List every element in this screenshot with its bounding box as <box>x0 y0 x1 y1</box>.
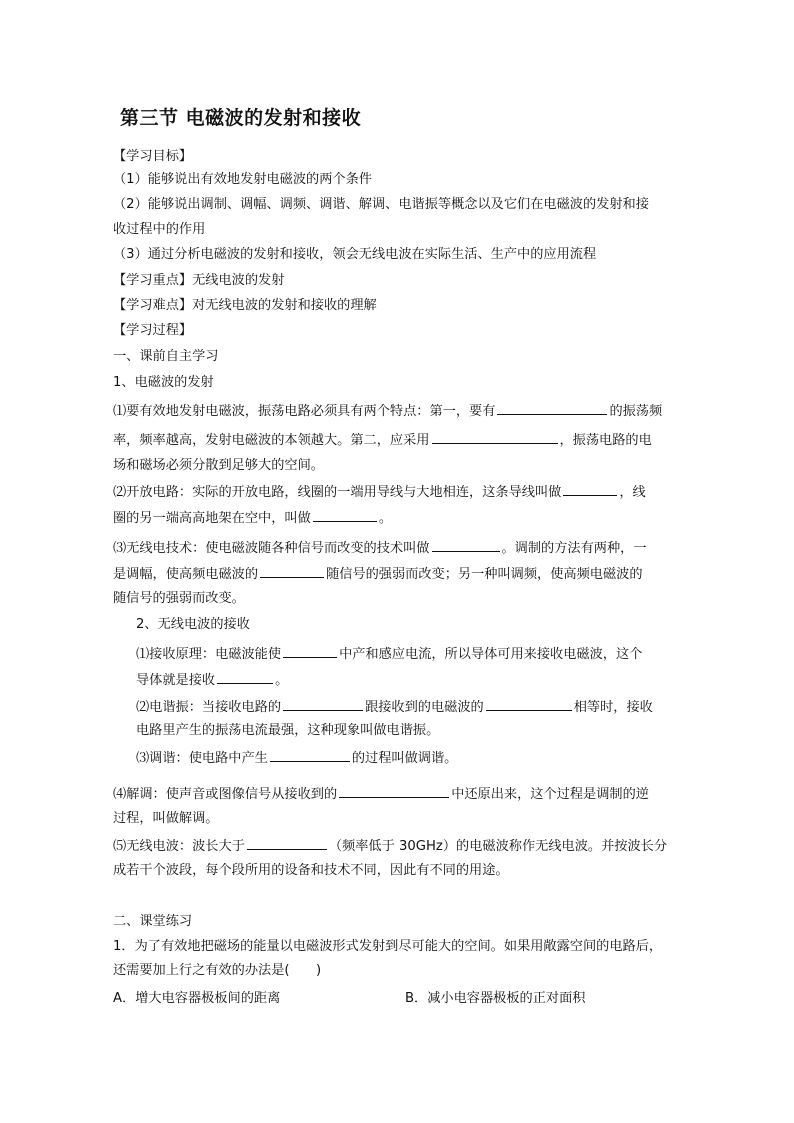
fill-blank[interactable] <box>432 538 500 552</box>
r2-line2: 电路里产生的振荡电流最强，这种现象叫做电谐振。 <box>136 723 440 738</box>
section1-sub1: 1、电磁波的发射 <box>113 375 214 390</box>
fill-blank[interactable] <box>247 836 327 850</box>
option-a[interactable]: A．增大电容器极板间的距离 <box>113 991 281 1006</box>
option-b[interactable]: B．减小电容器极板的正对面积 <box>405 991 586 1006</box>
goal-item-2-cont: 收过程中的作用 <box>113 222 206 237</box>
d4-text-b: 中还原出来，这个过程是调制的逆 <box>451 787 649 802</box>
difficulty-text: 对无线电波的发射和接收的理解 <box>192 298 377 313</box>
p1-line3: 场和磁场必须分散到足够大的空间。 <box>113 458 324 473</box>
question1-line1: 1．为了有效地把磁场的能量以电磁波形式发射到尽可能大的空间。如果用敞露空间的电路后， <box>113 939 663 954</box>
difficulty-point <box>113 297 377 314</box>
r1-text-d: 。 <box>275 673 289 688</box>
fill-blank[interactable] <box>563 482 617 496</box>
fill-blank[interactable] <box>486 697 572 711</box>
r1-text-a: ⑴接收原理：电磁波能使 <box>136 647 282 662</box>
fill-blank[interactable] <box>283 697 363 711</box>
r2-text-b: 跟接收到的电磁波的 <box>365 700 484 715</box>
p3-line2 <box>113 564 643 583</box>
r2-line1 <box>136 697 653 716</box>
p1-text-c: 率，频率越高，发射电磁波的本领越大。第二，应采用 <box>113 433 430 448</box>
r2-text-c: 相等时，接收 <box>573 700 653 715</box>
p1-text-d: ，振荡电路的电 <box>559 433 652 448</box>
d5-text-b: （频率低于 30GHz）的电磁波称作无线电波。并按波长分 <box>328 839 668 854</box>
fill-blank[interactable] <box>497 401 607 415</box>
section1-sub2: 2、无线电波的接收 <box>136 617 250 632</box>
d4-line2: 过程，叫做解调。 <box>113 811 219 826</box>
goal-item-2: （2）能够说出调制、调幅、调频、调谐、解调、电谐振等概念以及它们在电磁波的发射和接 <box>113 197 649 212</box>
d4-text-a: ⑷解调：使声音或图像信号从接收到的 <box>113 787 338 802</box>
r2-text-a: ⑵电谐振：当接收电路的 <box>136 700 282 715</box>
p2-text-b: ，线 <box>619 485 646 500</box>
p3-text-b: 。调制的方法有两种，一 <box>501 541 647 556</box>
r3-text-b: 的过程叫做调谐。 <box>351 751 458 766</box>
r1-text-c: 导体就是接收 <box>136 673 216 688</box>
p2-text-c: 圈的另一端高高地架在空中，叫做 <box>113 511 311 526</box>
process-header: 【学习过程】 <box>113 323 193 338</box>
r1-line1 <box>136 644 642 663</box>
fill-blank[interactable] <box>432 430 558 444</box>
p3-text-d: 随信号的强弱而改变；另一种叫调频，使高频电磁波的 <box>326 567 643 582</box>
p1-line2 <box>113 430 652 449</box>
d5-line2: 成若干个波段，每个段所用的设备和技术不同，因此有不同的用途。 <box>113 863 509 878</box>
p2-text-d: 。 <box>378 511 392 526</box>
goal-item-3: （3）通过分析电磁波的发射和接收，领会无线电波在实际生活、生产中的应用流程 <box>113 247 597 262</box>
r3-text-a: ⑶调谐：使电路中产生 <box>136 751 268 766</box>
r3-line1 <box>136 748 457 767</box>
fill-blank[interactable] <box>260 564 324 578</box>
r1-text-b: 中产和感应电流，所以导体可用来接收电磁波，这个 <box>339 647 643 662</box>
fill-blank[interactable] <box>283 644 337 658</box>
r1-line2 <box>136 670 288 689</box>
goals-header: 【学习目标】 <box>113 149 193 164</box>
d4-line1 <box>113 784 649 803</box>
key-text: 无线电波的发射 <box>192 273 285 288</box>
p3-text-c: 是调幅，使高频电磁波的 <box>113 567 259 582</box>
fill-blank[interactable] <box>313 508 377 522</box>
key-point <box>113 272 284 289</box>
goal-item-1: （1）能够说出有效地发射电磁波的两个条件 <box>113 172 372 187</box>
d5-text-a: ⑸无线电波：波长大于 <box>113 839 245 854</box>
d5-line1 <box>113 836 667 855</box>
fill-blank[interactable] <box>270 748 350 762</box>
section2-title: 二、课堂练习 <box>113 914 193 929</box>
p3-line1 <box>113 538 647 557</box>
p2-line2 <box>113 508 392 527</box>
p1-text-b: 的振荡频 <box>609 404 663 419</box>
p1-line1 <box>113 401 662 420</box>
p1-text-a: ⑴要有效地发射电磁波，振荡电路必须具有两个特点：第一，要有 <box>113 404 496 419</box>
p2-line1 <box>113 482 646 501</box>
question1-line2: 还需要加上行之有效的办法是( ) <box>113 963 322 978</box>
difficulty-label: 【学习难点】 <box>113 298 193 313</box>
page-title: 第三节 电磁波的发射和接收 <box>120 107 362 129</box>
p2-text-a: ⑵开放电路：实际的开放电路，线圈的一端用导线与大地相连，这条导线叫做 <box>113 485 562 500</box>
fill-blank[interactable] <box>217 670 273 684</box>
p3-line3: 随信号的强弱而改变。 <box>113 591 245 606</box>
section1-title: 一、课前自主学习 <box>113 349 219 364</box>
fill-blank[interactable] <box>339 784 449 798</box>
p3-text-a: ⑶无线电技术：使电磁波随各种信号而改变的技术叫做 <box>113 541 430 556</box>
key-label: 【学习重点】 <box>113 273 193 288</box>
